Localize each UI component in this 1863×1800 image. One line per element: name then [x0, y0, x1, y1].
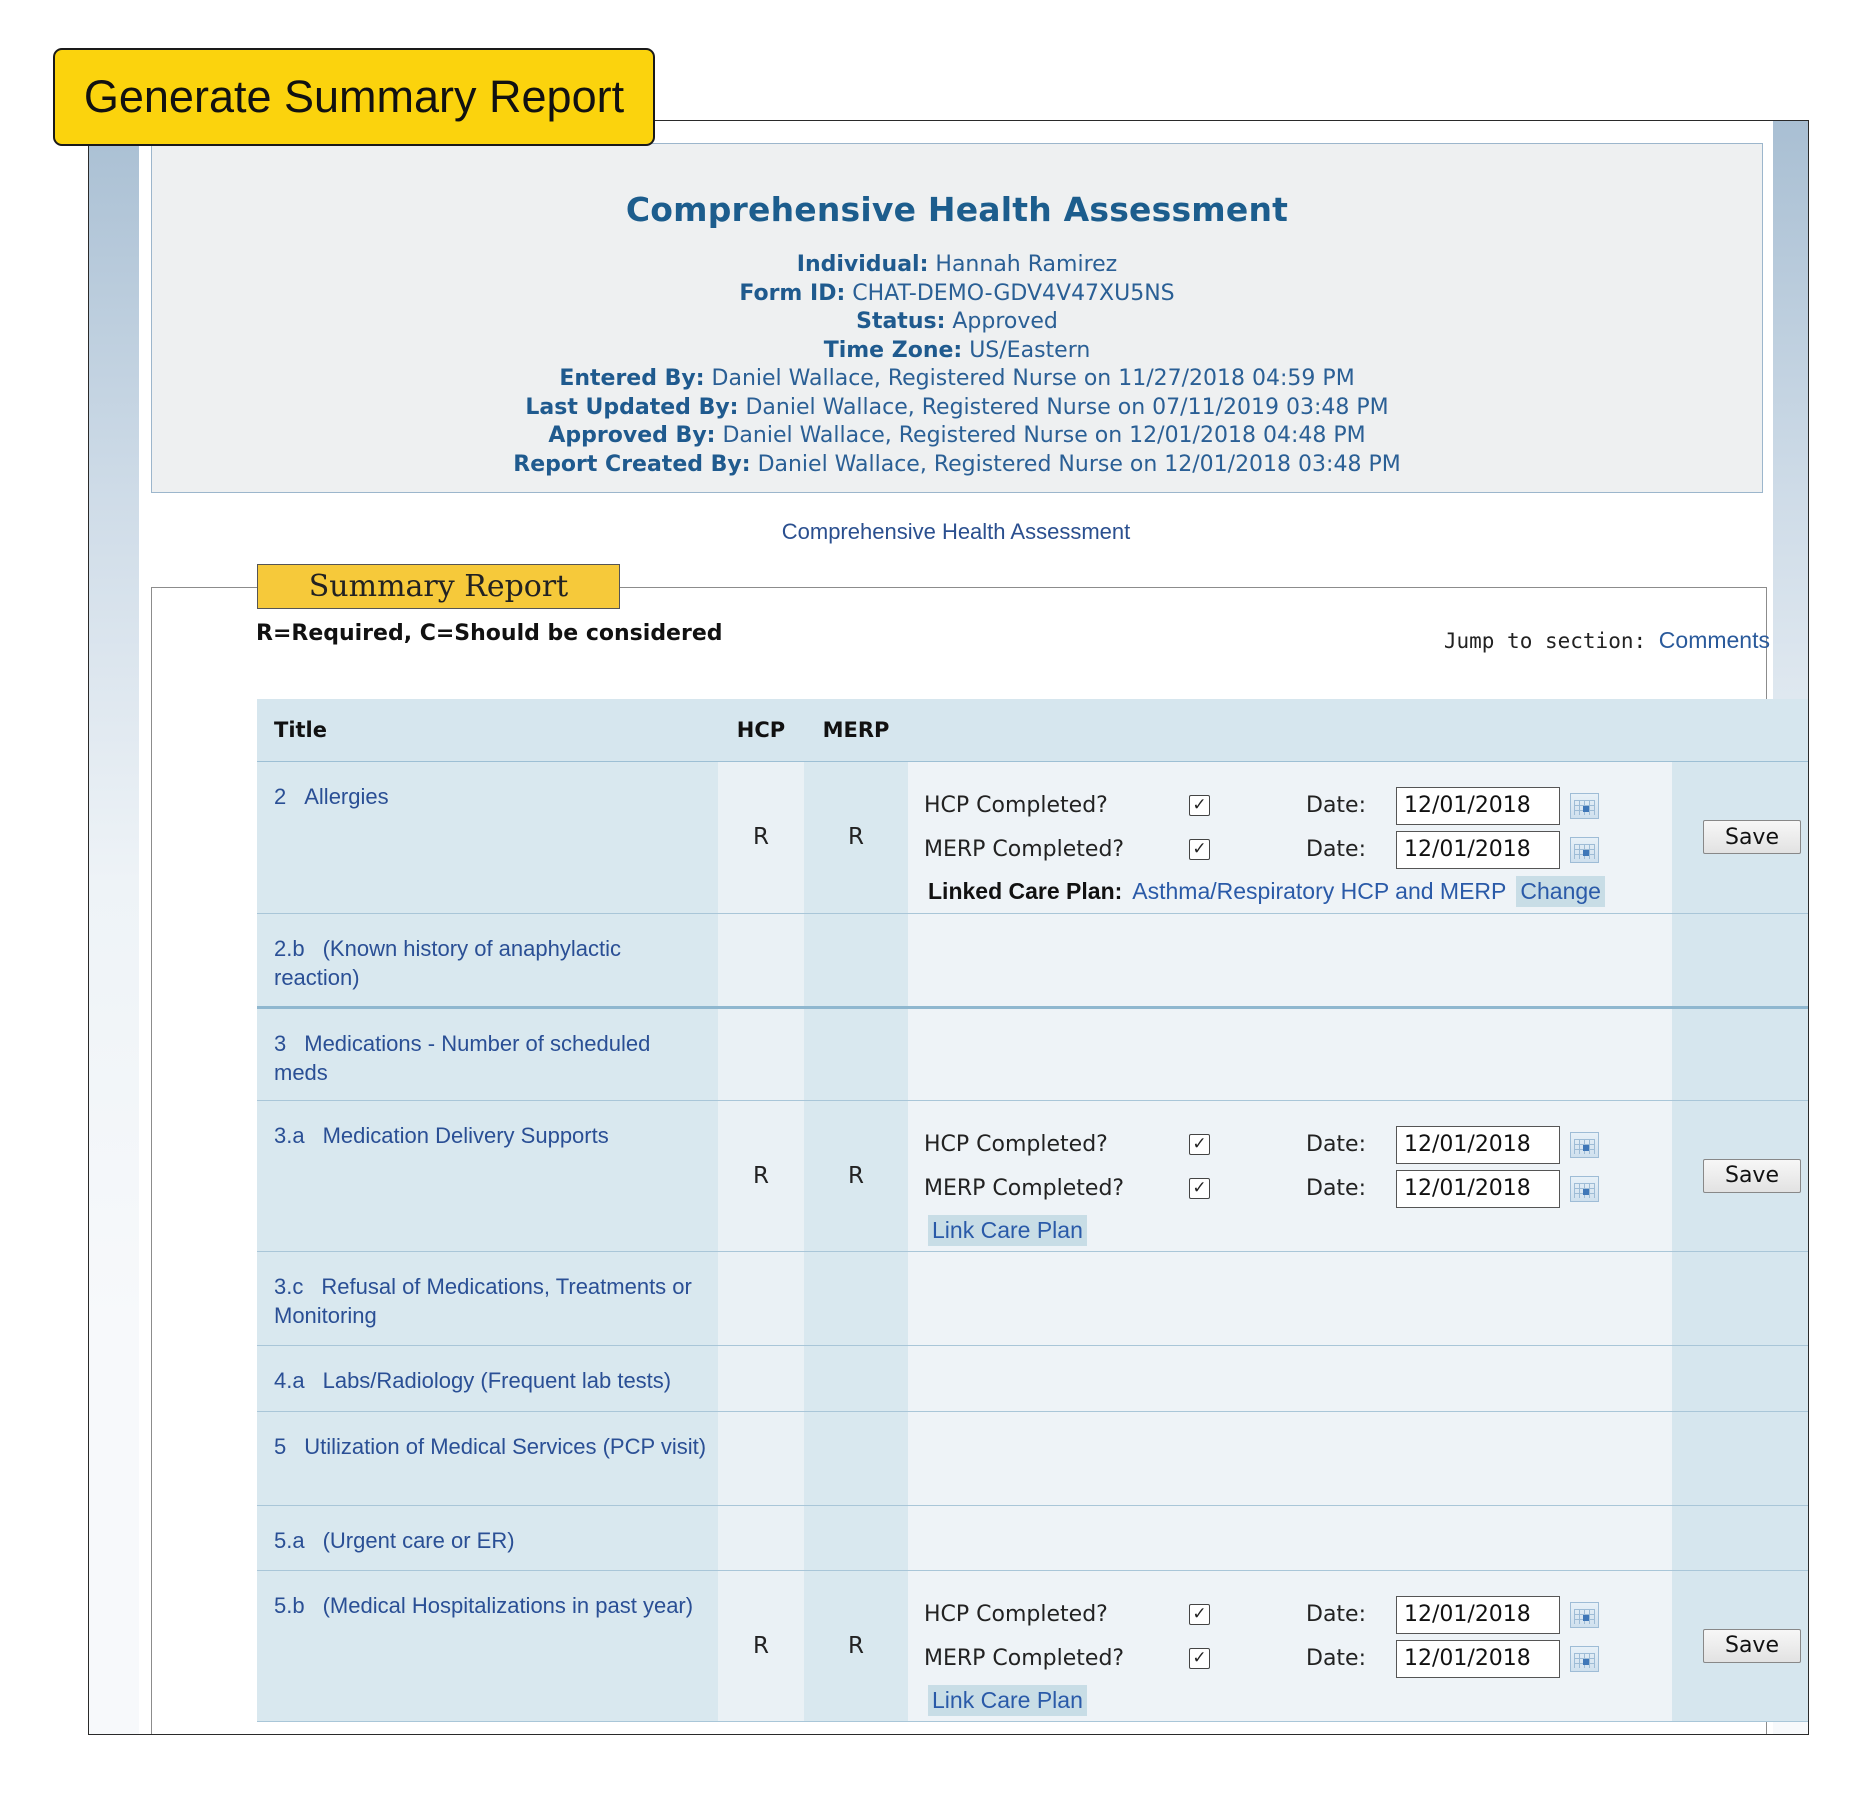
meta-key: Status:	[856, 309, 946, 334]
row-number: 3	[274, 1030, 287, 1056]
hcp-value	[718, 1505, 804, 1570]
row-number: 2	[274, 783, 287, 809]
calendar-icon[interactable]	[1570, 1646, 1599, 1672]
hcp-completed-label: HCP Completed?	[924, 1602, 1108, 1627]
header-merp: MERP	[804, 699, 908, 761]
completion-cell	[908, 1411, 1672, 1505]
calendar-icon[interactable]	[1570, 1602, 1599, 1628]
merp-value	[804, 1505, 908, 1570]
row-title[interactable]	[257, 761, 718, 913]
meta-key: Entered By:	[559, 366, 705, 391]
merp-completed-label: MERP Completed?	[924, 1176, 1125, 1201]
hcp-value	[718, 1345, 804, 1411]
form-title: Comprehensive Health Assessment	[625, 190, 1289, 229]
merp-value	[804, 1251, 908, 1345]
hcp-date-input[interactable]: 12/01/2018	[1396, 787, 1560, 825]
merp-date-input[interactable]: 12/01/2018	[1396, 1170, 1560, 1208]
save-cell	[1672, 1345, 1809, 1411]
merp-completed-line	[924, 828, 1672, 872]
save-cell	[1672, 1570, 1809, 1721]
row-number: 4.a	[274, 1367, 305, 1393]
jump-label: Jump to section:	[1443, 629, 1647, 653]
row-title-text: Refusal of Medications, Treatments or Monitoring	[274, 1273, 692, 1328]
row-title[interactable]	[257, 1251, 718, 1345]
form-meta	[152, 251, 1762, 479]
save-cell	[1672, 1100, 1809, 1251]
table-row	[257, 1251, 1809, 1345]
hcp-value: R	[718, 1570, 804, 1721]
save-cell	[1672, 913, 1809, 1007]
row-title[interactable]	[257, 1411, 718, 1505]
date-label: Date:	[1306, 1132, 1366, 1157]
meta-report-created-by	[152, 451, 1762, 480]
date-label: Date:	[1306, 1646, 1366, 1671]
row-title-text: Allergies	[304, 783, 389, 809]
row-number: 5.a	[274, 1527, 305, 1553]
completion-cell	[908, 913, 1672, 1007]
row-title[interactable]	[257, 913, 718, 1007]
meta-value: Daniel Wallace, Registered Nurse on 11/27/2018 04:59 PM	[711, 366, 1355, 391]
meta-value: Daniel Wallace, Registered Nurse on 12/01/2018 04:48 PM	[722, 423, 1366, 448]
hcp-completed-line	[924, 784, 1672, 828]
merp-completed-line	[924, 1167, 1672, 1211]
hcp-completed-label: HCP Completed?	[924, 793, 1108, 818]
row-number: 5.b	[274, 1592, 305, 1618]
table-row	[257, 1007, 1809, 1100]
row-number: 5	[274, 1433, 287, 1459]
save-cell	[1672, 1411, 1809, 1505]
completion-cell	[908, 1570, 1672, 1721]
merp-value: R	[804, 1100, 908, 1251]
hcp-completed-checkbox[interactable]: ✓	[1189, 795, 1210, 816]
summary-report-legend: Summary Report	[257, 564, 620, 609]
save-cell	[1672, 1007, 1809, 1100]
save-cell	[1672, 761, 1809, 913]
table-row	[257, 1345, 1809, 1411]
link-care-plan-button[interactable]: Link Care Plan	[928, 1215, 1087, 1246]
row-title-text: Medications - Number of scheduled meds	[274, 1030, 651, 1085]
hcp-value	[718, 1411, 804, 1505]
form-header	[151, 143, 1763, 493]
summary-table	[257, 699, 1809, 1722]
table-row	[257, 1100, 1809, 1251]
date-label: Date:	[1306, 1176, 1366, 1201]
header-hcp: HCP	[718, 699, 804, 761]
calendar-icon[interactable]	[1570, 1176, 1599, 1202]
link-care-plan-button[interactable]: Link Care Plan	[928, 1685, 1087, 1716]
table-header-row	[257, 699, 1809, 761]
meta-entered-by	[152, 365, 1762, 394]
date-label: Date:	[1306, 793, 1366, 818]
meta-key: Individual:	[796, 252, 929, 277]
save-cell	[1672, 1251, 1809, 1345]
row-title-text: (Medical Hospitalizations in past year)	[322, 1592, 694, 1618]
row-title[interactable]	[257, 1100, 718, 1251]
save-cell	[1672, 1505, 1809, 1570]
hcp-value	[718, 1007, 804, 1100]
meta-approved-by	[152, 422, 1762, 451]
row-title[interactable]	[257, 1505, 718, 1570]
meta-key: Report Created By:	[513, 451, 751, 477]
row-title-text: Medication Delivery Supports	[322, 1122, 609, 1148]
link-care-plan-line	[924, 1211, 1672, 1251]
meta-form-id	[152, 280, 1762, 309]
hcp-value	[718, 913, 804, 1007]
row-number: 3.c	[274, 1273, 304, 1299]
meta-time-zone	[152, 337, 1762, 366]
table-row	[257, 913, 1809, 1007]
completion-cell	[908, 1505, 1672, 1570]
legend-note: R=Required, C=Should be considered	[256, 621, 723, 646]
linked-care-plan	[924, 872, 1672, 912]
meta-value: Daniel Wallace, Registered Nurse on 12/01/2018 03:48 PM	[757, 451, 1401, 477]
header-save-col	[1672, 699, 1809, 761]
row-number: 3.a	[274, 1122, 305, 1148]
calendar-icon[interactable]	[1570, 1132, 1599, 1158]
meta-value: Hannah Ramirez	[935, 252, 1118, 277]
table-row	[257, 1570, 1809, 1721]
hcp-value	[718, 1251, 804, 1345]
header-blank	[908, 699, 1672, 761]
calendar-icon[interactable]	[1570, 793, 1599, 819]
merp-date-input[interactable]: 12/01/2018	[1396, 831, 1560, 869]
merp-completed-checkbox[interactable]: ✓	[1189, 1178, 1210, 1199]
meta-value: US/Eastern	[969, 337, 1091, 363]
row-title-text: Utilization of Medical Services (PCP visit)	[304, 1433, 707, 1459]
hcp-completed-checkbox[interactable]: ✓	[1189, 1134, 1210, 1155]
page-frame	[88, 120, 1809, 1735]
meta-last-updated-by	[152, 394, 1762, 423]
hcp-completed-checkbox[interactable]: ✓	[1189, 1604, 1210, 1625]
calendar-icon[interactable]	[1570, 837, 1599, 863]
merp-value: R	[804, 1570, 908, 1721]
change-button[interactable]: Change	[1516, 876, 1605, 907]
completion-cell	[908, 761, 1672, 913]
date-label: Date:	[1306, 1602, 1366, 1627]
merp-completed-checkbox[interactable]: ✓	[1189, 1648, 1210, 1669]
jump-comments-link[interactable]: Comments	[1658, 627, 1770, 653]
meta-key: Time Zone:	[823, 337, 963, 363]
hcp-value: R	[718, 1100, 804, 1251]
hcp-date-input[interactable]: 12/01/2018	[1396, 1596, 1560, 1634]
row-title[interactable]	[257, 1007, 718, 1100]
meta-key: Approved By:	[548, 423, 716, 448]
meta-key: Form ID:	[739, 280, 846, 306]
hcp-completed-label: HCP Completed?	[924, 1132, 1108, 1157]
meta-value: Daniel Wallace, Registered Nurse on 07/11/2019 03:48 PM	[745, 394, 1389, 420]
hcp-date-input[interactable]: 12/01/2018	[1396, 1126, 1560, 1164]
merp-completed-label: MERP Completed?	[924, 837, 1125, 862]
row-title[interactable]	[257, 1345, 718, 1411]
merp-value	[804, 1345, 908, 1411]
linked-care-plan-label: Linked Care Plan:	[928, 878, 1123, 904]
row-title-text: Labs/Radiology (Frequent lab tests)	[322, 1367, 672, 1393]
table-row	[257, 1411, 1809, 1505]
header-title: Title	[257, 699, 718, 761]
hcp-completed-line	[924, 1593, 1672, 1637]
merp-completed-label: MERP Completed?	[924, 1646, 1125, 1671]
save-button[interactable]: Save	[1703, 820, 1801, 854]
meta-value: CHAT-DEMO-GDV4V47XU5NS	[852, 280, 1175, 306]
merp-value: R	[804, 761, 908, 913]
completion-cell	[908, 1100, 1672, 1251]
merp-completed-checkbox[interactable]: ✓	[1189, 839, 1210, 860]
table-row	[257, 761, 1809, 913]
hcp-value: R	[718, 761, 804, 913]
merp-date-input[interactable]: 12/01/2018	[1396, 1640, 1560, 1678]
linked-care-plan-link[interactable]: Asthma/Respiratory HCP and MERP	[1132, 878, 1507, 904]
completion-cell	[908, 1007, 1672, 1100]
merp-value	[804, 1411, 908, 1505]
save-button[interactable]: Save	[1703, 1629, 1801, 1663]
completion-cell	[908, 1251, 1672, 1345]
merp-completed-line	[924, 1637, 1672, 1681]
table-row	[257, 1505, 1809, 1570]
meta-status	[152, 308, 1762, 337]
jump-to-section	[1444, 627, 1770, 654]
date-label: Date:	[1306, 837, 1366, 862]
row-number: 2.b	[274, 935, 305, 961]
merp-value	[804, 913, 908, 1007]
hcp-completed-line	[924, 1123, 1672, 1167]
save-button[interactable]: Save	[1703, 1159, 1801, 1193]
row-title-text: (Urgent care or ER)	[322, 1527, 515, 1553]
meta-value: Approved	[952, 309, 1058, 334]
meta-key: Last Updated By:	[525, 394, 739, 420]
merp-value	[804, 1007, 908, 1100]
assessment-link[interactable]: Comprehensive Health Assessment	[781, 519, 1131, 544]
completion-cell	[908, 1345, 1672, 1411]
generate-summary-report-banner: Generate Summary Report	[53, 48, 655, 146]
meta-individual	[152, 251, 1762, 280]
link-care-plan-line	[924, 1681, 1672, 1721]
row-title[interactable]	[257, 1570, 718, 1721]
row-title-text: (Known history of anaphylactic reaction)	[274, 935, 621, 990]
